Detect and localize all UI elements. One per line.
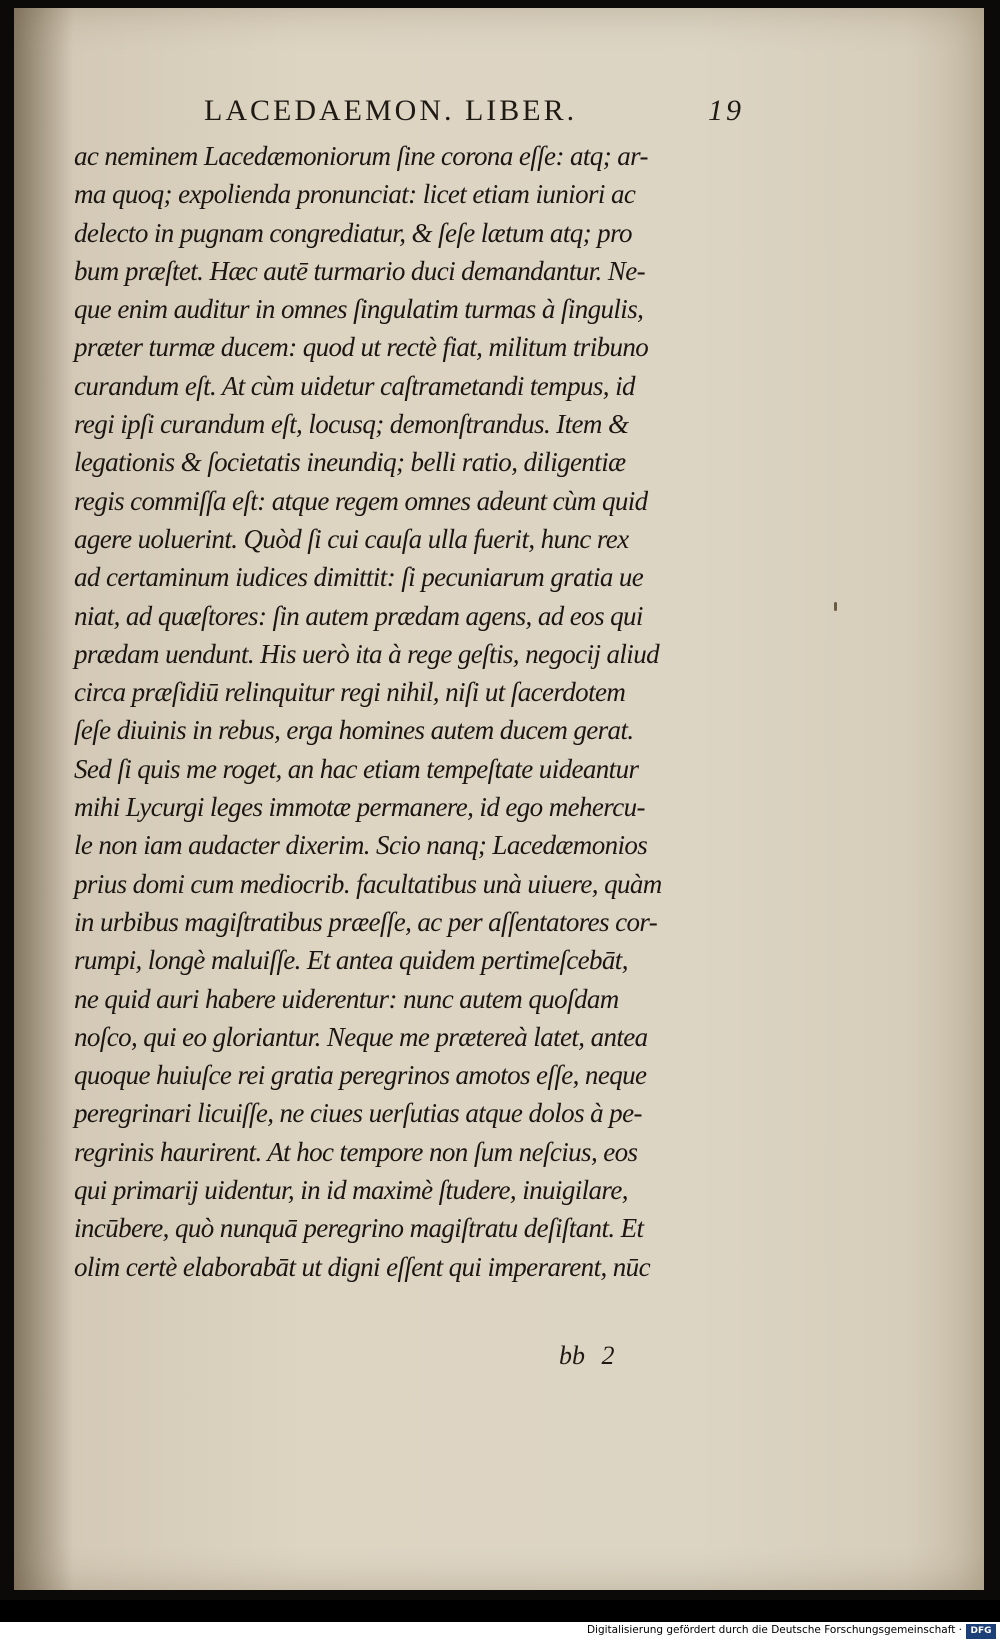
text-line: ne quid auri habere uiderentur: nunc autem quoſdam	[74, 983, 619, 1014]
text-line: curandum eſt. At cùm uidetur caſtrametandi tempus, id	[74, 370, 635, 401]
text-line: regi ipſi curandum eſt, locusq; demonſtrandus. Item &	[74, 409, 629, 440]
text-line: olim certè elaborabāt ut digni eſſent qui imperarent, nūc	[74, 1251, 650, 1282]
text-line: Sed ſi quis me roget, an hac etiam tempeſtate uideantur	[74, 753, 639, 784]
running-head-title: LACEDAEMON. LIBER.	[204, 94, 578, 127]
text-line: rumpi, longè maluiſſe. Et antea quidem pertimeſcebāt,	[74, 945, 628, 976]
text-line: legationis & ſocietatis ineundiq; belli ratio, diligentiæ	[74, 447, 626, 478]
text-block	[74, 137, 754, 1286]
page-number: 19	[708, 94, 744, 127]
text-line: mihi Lycurgi leges immotæ permanere, id ego mehercu-	[74, 792, 645, 823]
text-line: agere uoluerint. Quòd ſi cui cauſa ulla fuerit, hunc rex	[74, 523, 629, 554]
text-line: prædam uendunt. His uerò ita à rege geſtis, negocij aliud	[74, 638, 659, 669]
text-line: incūbere, quò nunquā peregrino magiſtratu deſiſtant. Et	[74, 1213, 644, 1244]
dfg-logo-icon: DFG	[966, 1624, 996, 1639]
text-line: præter turmæ ducem: quod ut rectè fiat, militum tribuno	[74, 332, 649, 363]
text-line: prius domi cum mediocrib. facultatibus unà uiuere, quàm	[74, 868, 662, 899]
book-page	[14, 8, 984, 1590]
text-line: regrinis haurirent. At hoc tempore non ſum neſcius, eos	[74, 1136, 638, 1167]
text-line: ſeſe diuinis in rebus, erga homines autem ducem gerat.	[74, 715, 634, 746]
text-line: qui primarij uidentur, in id maximè ſtudere, inuigilare,	[74, 1175, 628, 1206]
signature-mark: bb 2	[559, 1341, 615, 1370]
text-line: ma quoq; expolienda pronunciat: licet etiam iuniori ac	[74, 179, 636, 210]
text-line: circa præſidiū relinquitur regi nihil, niſi ut ſacerdotem	[74, 677, 626, 708]
binding-shadow	[14, 8, 74, 1590]
text-line: delecto in pugnam congrediatur, & ſeſe lætum atq; pro	[74, 217, 632, 248]
running-head	[204, 94, 744, 134]
text-line: le non iam audacter dixerim. Scio nanq; Lacedæmonios	[74, 830, 648, 861]
text-line: regis commiſſa eſt: atque regem omnes adeunt cùm quid	[74, 485, 648, 516]
text-line: noſco, qui eo gloriantur. Neque me prætereà latet, antea	[74, 1021, 648, 1052]
paper-speck	[834, 602, 837, 611]
footer-band	[0, 1622, 1000, 1642]
text-line: peregrinari licuiſſe, ne ciues uerſutias atque dolos à pe-	[74, 1098, 642, 1129]
text-line: ac neminem Lacedæmoniorum ſine corona eſſe: atq; ar-	[74, 141, 648, 171]
text-line: quoque huiuſce rei gratia peregrinos amotos eſſe, neque	[74, 1060, 647, 1091]
text-line: in urbibus magiſtratibus præeſſe, ac per aſſentatores cor-	[74, 906, 658, 937]
funding-credit: Digitalisierung gefördert durch die Deutsche Forschungsgemeinschaft ·	[586, 1624, 962, 1636]
text-line: que enim auditur in omnes ſingulatim turmas à ſingulis,	[74, 294, 644, 325]
text-line: ad certaminum iudices dimittit: ſi pecuniarum gratia ue	[74, 562, 644, 593]
text-line: bum præſtet. Hæc autē turmario duci demandantur. Ne-	[74, 255, 646, 286]
text-line: niat, ad quæſtores: ſin autem prædam agens, ad eos qui	[74, 600, 643, 631]
